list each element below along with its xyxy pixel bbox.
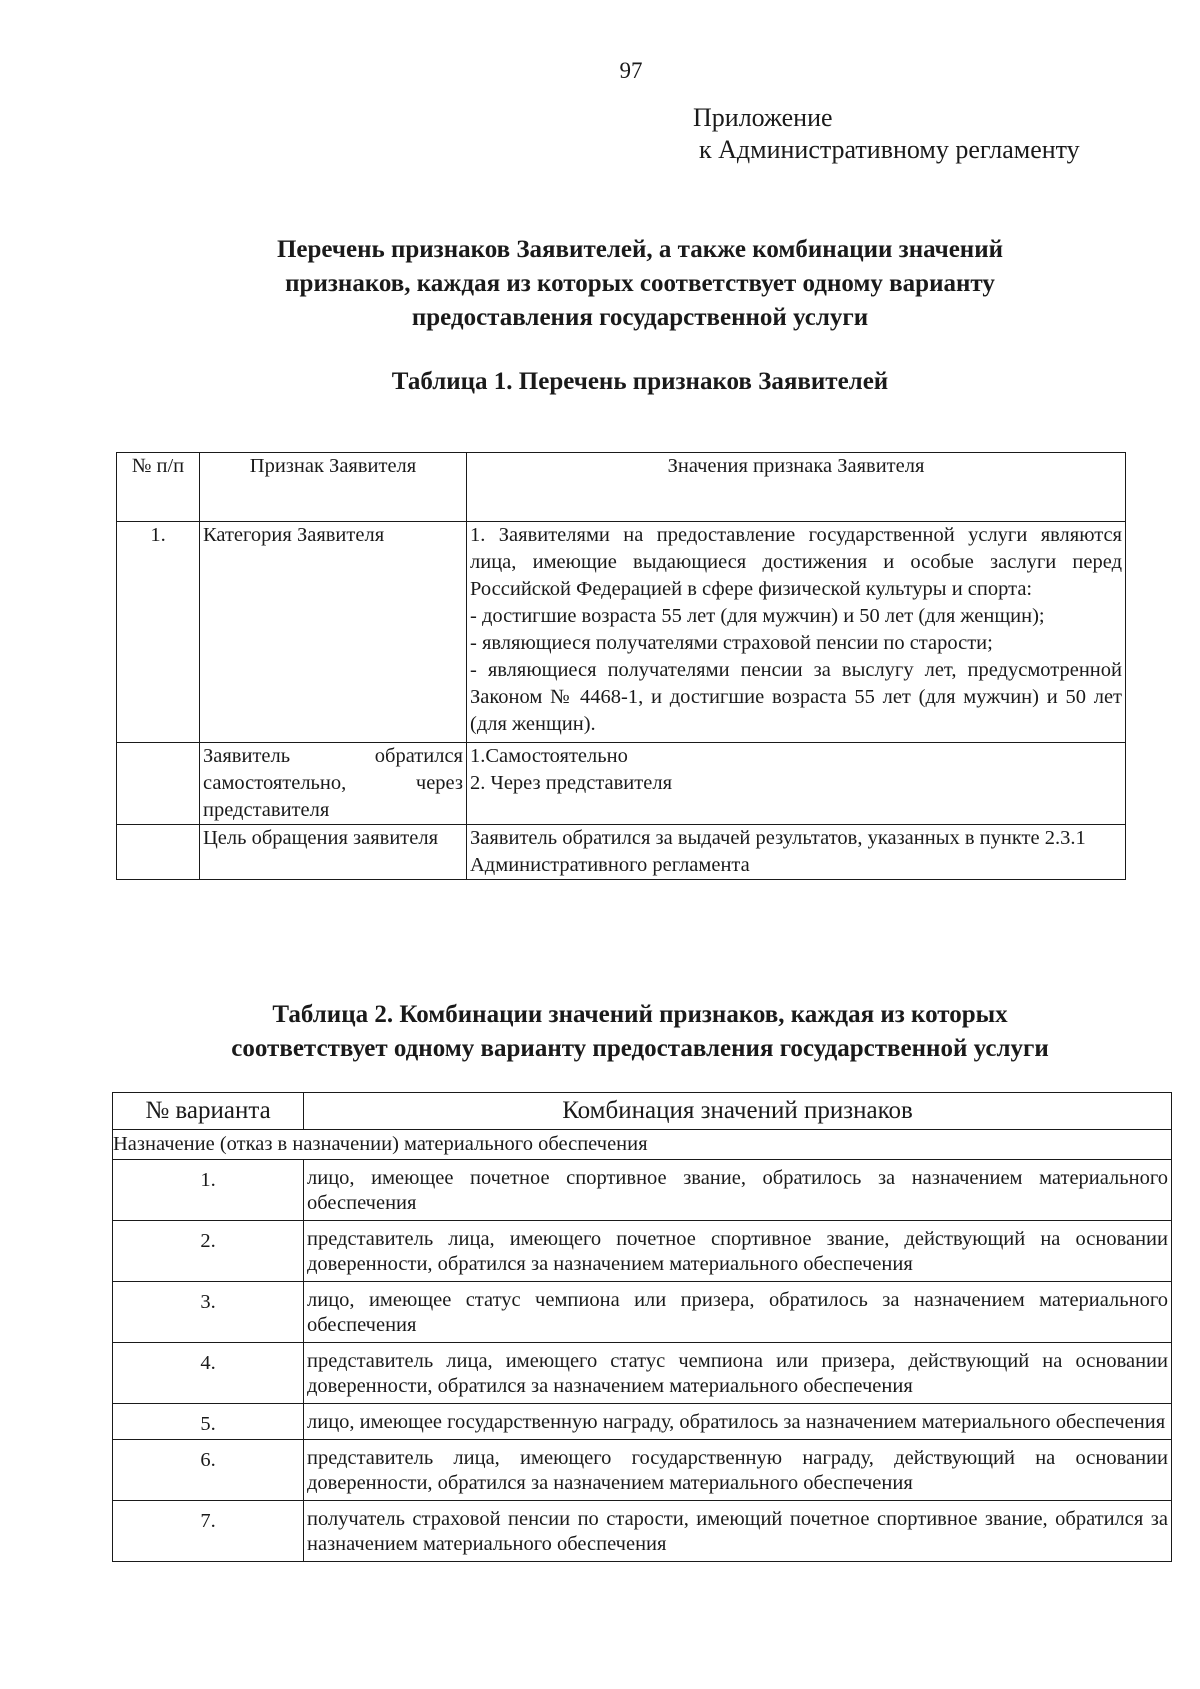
title-line-3: предоставления государственной услуги — [411, 304, 869, 331]
applicant-attributes-table — [116, 452, 1126, 880]
value-item: 2. Через представителя — [470, 772, 672, 794]
variant-number: 2. — [113, 1221, 304, 1282]
section-row — [113, 1130, 1172, 1160]
table-row — [117, 825, 1126, 880]
appendix-line-1: Приложение — [693, 103, 833, 132]
value-paragraph: 1. Заявителями на предоставление государственной услуги являются лица, имеющие выдающиеся достижения и особые заслуги перед Российской Федерацией в сфере физической культуры и спорта: — [470, 524, 1122, 600]
table-row — [117, 522, 1126, 743]
table-row — [113, 1404, 1172, 1440]
combination-text: представитель лица, имеющего государственную награду, действующий на основании доверенности, обратился за назначением материального обеспечения — [304, 1440, 1172, 1501]
row-number — [117, 825, 200, 880]
variant-number: 3. — [113, 1282, 304, 1343]
table2-header-combination: Комбинация значений признаков — [304, 1093, 1172, 1130]
table2-caption-line-2: соответствует одному варианту предоставления государственной услуги — [231, 1035, 1049, 1062]
table1-header-attribute: Признак Заявителя — [200, 453, 467, 522]
table1-header-row — [117, 453, 1126, 522]
row-number — [117, 743, 200, 825]
variant-number: 1. — [113, 1160, 304, 1221]
attribute-cell: Цель обращения заявителя — [200, 825, 467, 880]
appendix-heading — [693, 102, 1080, 166]
section-title: Назначение (отказ в назначении) материального обеспечения — [113, 1130, 1172, 1160]
values-cell: Заявитель обратился за выдачей результатов, указанных в пункте 2.3.1 Административного регламента — [467, 825, 1126, 880]
table-row — [113, 1343, 1172, 1404]
document-title — [120, 233, 1160, 335]
table-row — [113, 1160, 1172, 1221]
attribute-cell: Категория Заявителя — [200, 522, 467, 743]
table-row — [113, 1282, 1172, 1343]
variant-number: 4. — [113, 1343, 304, 1404]
variant-number: 6. — [113, 1440, 304, 1501]
table2-caption-line-1: Таблица 2. Комбинации значений признаков, каждая из которых — [272, 1001, 1008, 1028]
table1-header-num: № п/п — [117, 453, 200, 522]
attribute-cell: Заявитель обратился самостоятельно, через представителя — [200, 743, 467, 825]
variant-number: 7. — [113, 1501, 304, 1562]
combination-text: лицо, имеющее государственную награду, обратилось за назначением материального обеспечения — [304, 1404, 1172, 1440]
values-cell — [467, 522, 1126, 743]
table-row — [113, 1221, 1172, 1282]
variant-combinations-table — [112, 1092, 1172, 1562]
page-number: 97 — [619, 58, 643, 83]
value-item: 1.Самостоятельно — [470, 745, 628, 767]
table2-header-variant: № варианта — [113, 1093, 304, 1130]
value-item: - достигшие возраста 55 лет (для мужчин) и 50 лет (для женщин); — [470, 605, 1045, 627]
variant-number: 5. — [113, 1404, 304, 1440]
table1-header-values: Значения признака Заявителя — [467, 453, 1126, 522]
table2-header-row — [113, 1093, 1172, 1130]
title-line-1: Перечень признаков Заявителей, а также комбинации значений — [276, 236, 1004, 263]
combination-text: лицо, имеющее почетное спортивное звание, обратилось за назначением материального обеспечения — [304, 1160, 1172, 1221]
value-item: - являющиеся получателями пенсии за выслугу лет, предусмотренной Законом № 4468-1, и достигшие возраста 55 лет (для мужчин) и 50 лет (для женщин). — [470, 659, 1122, 735]
row-number: 1. — [117, 522, 200, 743]
combination-text: представитель лица, имеющего статус чемпиона или призера, действующий на основании доверенности, обратился за назначением материального обеспечения — [304, 1343, 1172, 1404]
table2-caption — [80, 998, 1200, 1066]
table1-caption: Таблица 1. Перечень признаков Заявителей — [391, 368, 889, 395]
combination-text: лицо, имеющее статус чемпиона или призера, обратилось за назначением материального обеспечения — [304, 1282, 1172, 1343]
value-item: - являющиеся получателями страховой пенсии по старости; — [470, 632, 993, 654]
title-line-2: признаков, каждая из которых соответствует одному варианту — [285, 270, 995, 297]
combination-text: представитель лица, имеющего почетное спортивное звание, действующий на основании доверенности, обратился за назначением материального обеспечения — [304, 1221, 1172, 1282]
table-row — [117, 743, 1126, 825]
appendix-line-2: к Административному регламенту — [699, 135, 1080, 164]
combination-text: получатель страховой пенсии по старости, имеющий почетное спортивное звание, обратился за назначением материального обеспечения — [304, 1501, 1172, 1562]
table-row — [113, 1440, 1172, 1501]
values-cell — [467, 743, 1126, 825]
table-row — [113, 1501, 1172, 1562]
